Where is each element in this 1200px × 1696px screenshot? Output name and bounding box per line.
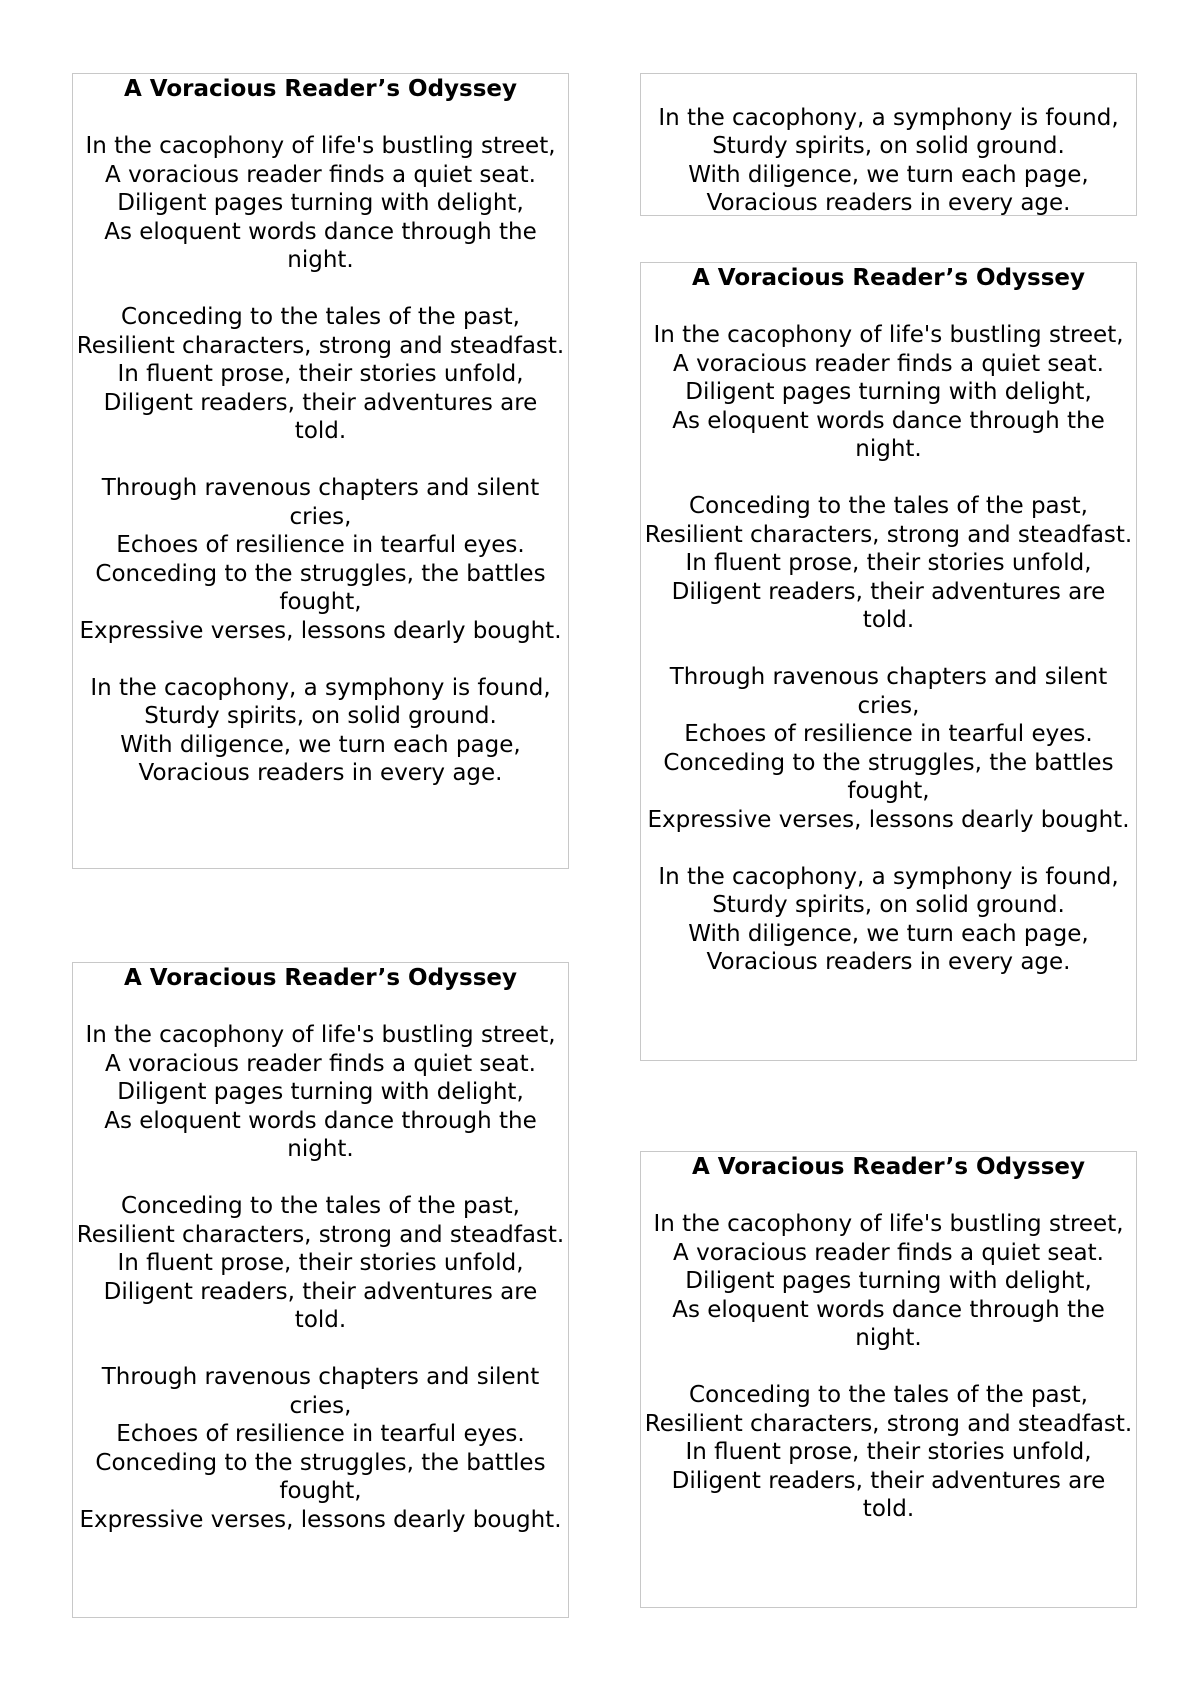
poem-stanza bbox=[75, 132, 566, 275]
poem-line: Resilient characters, strong and steadfast. bbox=[644, 1410, 1133, 1437]
poem-line: A voracious reader finds a quiet seat. bbox=[105, 1050, 536, 1077]
poem-line: Conceding to the tales of the past, bbox=[689, 1382, 1088, 1408]
poem-stanza bbox=[75, 474, 566, 645]
poem-line: As eloquent words dance through the night. bbox=[104, 1107, 537, 1162]
poem-stanza bbox=[643, 321, 1134, 464]
poem-line: Echoes of resilience in tearful eyes. bbox=[116, 532, 525, 558]
poem-line: In the cacophony of life's bustling street, bbox=[85, 1022, 556, 1048]
poem-card bbox=[640, 262, 1137, 1061]
poem-line: Resilient characters, strong and steadfast. bbox=[76, 332, 565, 359]
poem-line: Diligent readers, their adventures are told. bbox=[103, 389, 538, 444]
poem-line: Sturdy spirits, on solid ground. bbox=[144, 703, 497, 729]
poem-line: In the cacophony of life's bustling street, bbox=[653, 322, 1124, 348]
poem-line: Voracious readers in every age. bbox=[706, 949, 1071, 975]
poem-stanza bbox=[75, 1021, 566, 1164]
poem-line: In the cacophony, a symphony is found, bbox=[658, 863, 1119, 890]
poem-stanza bbox=[643, 1210, 1134, 1353]
poem-line: Diligent pages turning with delight, bbox=[117, 190, 524, 216]
poem-line: As eloquent words dance through the night. bbox=[672, 407, 1105, 462]
poem-title: A Voracious Reader’s Odyssey bbox=[691, 1154, 1086, 1180]
poem-stanza bbox=[643, 104, 1134, 217]
poem-line: Through ravenous chapters and silent cries, bbox=[669, 664, 1108, 719]
poem-line: With diligence, we turn each page, bbox=[120, 731, 521, 758]
poem-stanza bbox=[643, 663, 1134, 834]
poem-line: In fluent prose, their stories unfold, bbox=[117, 1250, 524, 1276]
poem-line: As eloquent words dance through the night. bbox=[672, 1296, 1105, 1351]
poem-line: Diligent readers, their adventures are told. bbox=[671, 578, 1106, 633]
poem-card bbox=[72, 73, 569, 869]
poem-line: In the cacophony, a symphony is found, bbox=[90, 674, 551, 701]
poem-line: Diligent pages turning with delight, bbox=[117, 1079, 524, 1105]
poem-stanza bbox=[75, 1363, 566, 1534]
poem-line: Echoes of resilience in tearful eyes. bbox=[116, 1421, 525, 1447]
poem-line: Resilient characters, strong and steadfast. bbox=[76, 1221, 565, 1248]
poem-line: Diligent readers, their adventures are told. bbox=[103, 1278, 538, 1333]
poem-stanza bbox=[75, 1192, 566, 1335]
poem-line: A voracious reader finds a quiet seat. bbox=[105, 161, 536, 188]
poem-line: In fluent prose, their stories unfold, bbox=[685, 550, 1092, 576]
poem-line: Expressive verses, lessons dearly bought. bbox=[647, 806, 1130, 833]
poem-line: Sturdy spirits, on solid ground. bbox=[712, 892, 1065, 918]
poem-stanza bbox=[643, 863, 1134, 977]
poem-line: Conceding to the tales of the past, bbox=[121, 1193, 520, 1219]
poem-line: Resilient characters, strong and steadfast. bbox=[644, 521, 1133, 548]
poem-title: A Voracious Reader’s Odyssey bbox=[691, 265, 1086, 291]
poem-line: A voracious reader finds a quiet seat. bbox=[673, 1239, 1104, 1266]
poem-card bbox=[72, 962, 569, 1618]
poem-stanza bbox=[643, 1381, 1134, 1524]
poem-line: Conceding to the tales of the past, bbox=[689, 493, 1088, 519]
poem-line: Conceding to the struggles, the battles fought, bbox=[95, 1449, 546, 1504]
poem-line: Diligent pages turning with delight, bbox=[685, 1268, 1092, 1294]
poem-line: Echoes of resilience in tearful eyes. bbox=[684, 721, 1093, 747]
poem-card bbox=[640, 1151, 1137, 1608]
poem-line: In fluent prose, their stories unfold, bbox=[117, 361, 524, 387]
poem-line: Diligent readers, their adventures are told. bbox=[671, 1467, 1106, 1522]
poem-line: As eloquent words dance through the night. bbox=[104, 218, 537, 273]
poem-line: Conceding to the struggles, the battles fought, bbox=[663, 749, 1114, 804]
poem-line: Through ravenous chapters and silent cries, bbox=[101, 1364, 540, 1419]
poem-line: Conceding to the tales of the past, bbox=[121, 304, 520, 330]
poem-stanza bbox=[75, 303, 566, 446]
poem-line: Voracious readers in every age. bbox=[138, 760, 503, 786]
poem-line: Conceding to the struggles, the battles fought, bbox=[95, 560, 546, 615]
poem-line: In the cacophony, a symphony is found, bbox=[658, 104, 1119, 131]
poem-stanza bbox=[643, 492, 1134, 635]
poem-line: In the cacophony of life's bustling street, bbox=[653, 1211, 1124, 1237]
poem-line: Voracious readers in every age. bbox=[706, 190, 1071, 216]
poem-line: Sturdy spirits, on solid ground. bbox=[712, 133, 1065, 159]
poem-line: Through ravenous chapters and silent cries, bbox=[101, 475, 540, 530]
poem-line: In the cacophony of life's bustling street, bbox=[85, 133, 556, 159]
poem-line: In fluent prose, their stories unfold, bbox=[685, 1439, 1092, 1465]
poem-line: Diligent pages turning with delight, bbox=[685, 379, 1092, 405]
poem-title: A Voracious Reader’s Odyssey bbox=[123, 965, 518, 991]
poem-line: Expressive verses, lessons dearly bought. bbox=[79, 617, 562, 644]
poem-line: A voracious reader finds a quiet seat. bbox=[673, 350, 1104, 377]
poem-title: A Voracious Reader’s Odyssey bbox=[123, 76, 518, 102]
poem-line: With diligence, we turn each page, bbox=[688, 161, 1089, 188]
poem-line: Expressive verses, lessons dearly bought. bbox=[79, 1506, 562, 1533]
poem-stanza bbox=[75, 674, 566, 788]
poem-line: With diligence, we turn each page, bbox=[688, 920, 1089, 947]
poem-card-continuation bbox=[640, 73, 1137, 216]
